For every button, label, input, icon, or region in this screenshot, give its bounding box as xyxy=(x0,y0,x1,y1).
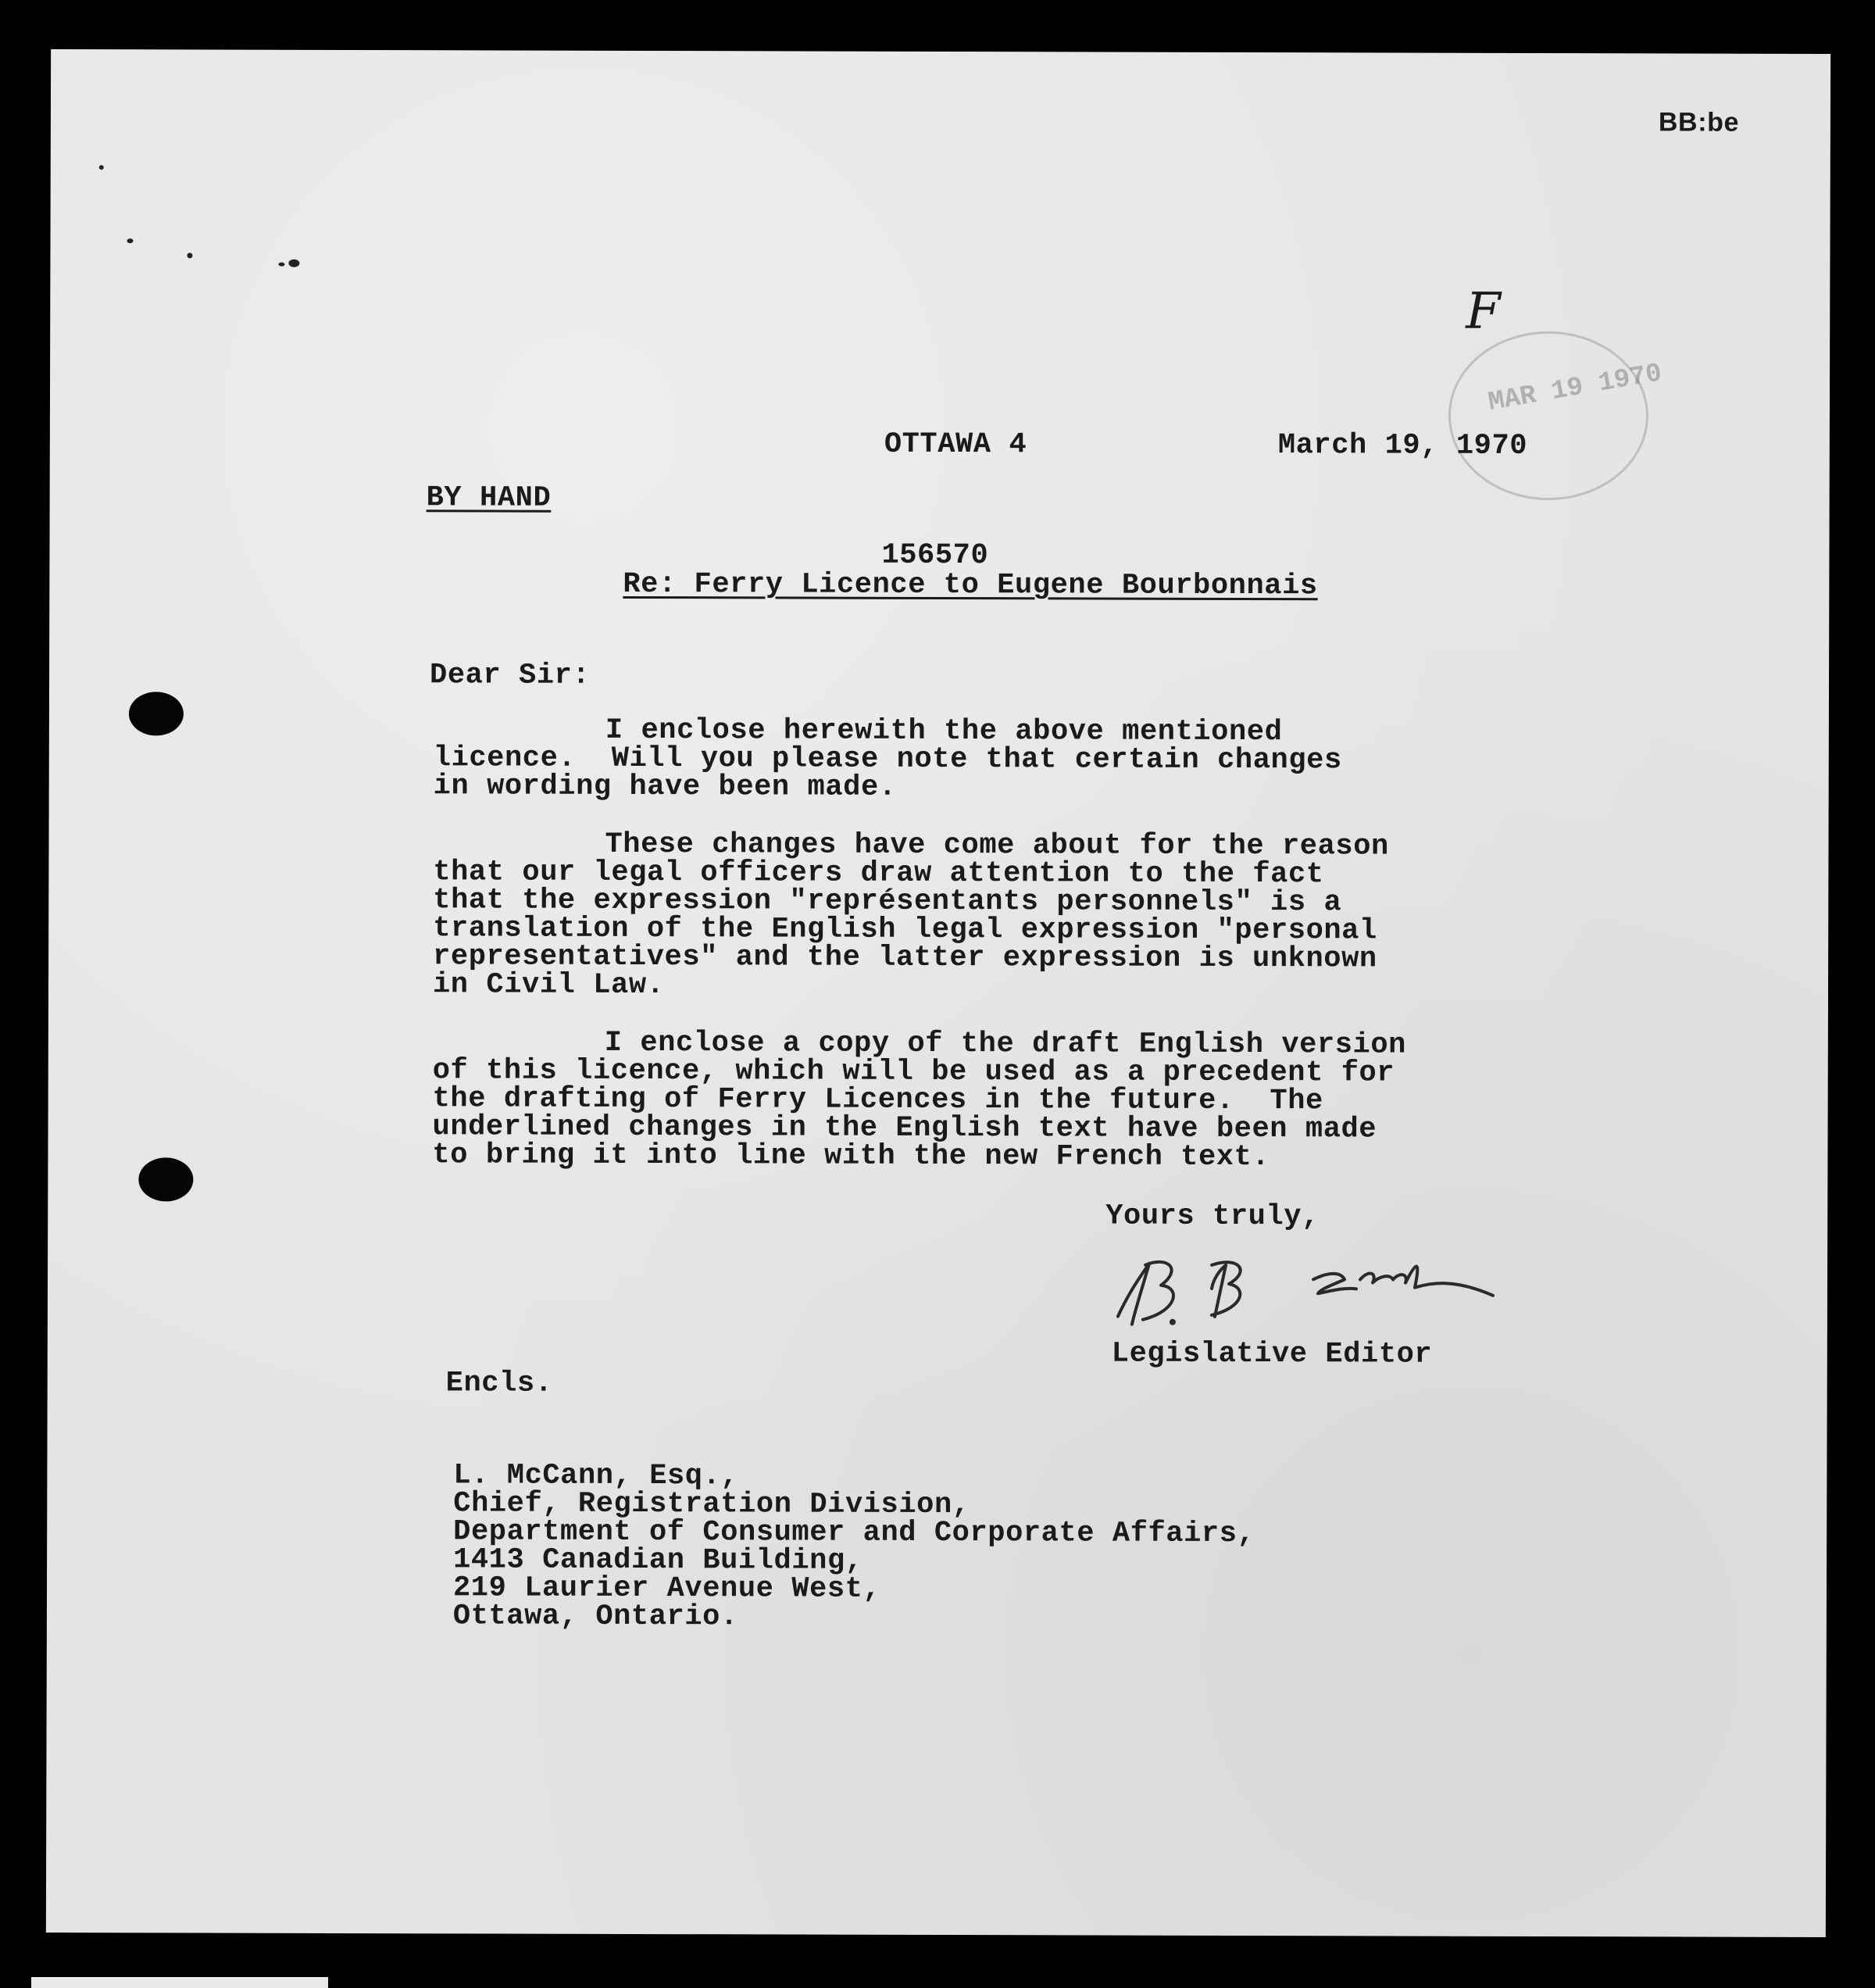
body-line: in wording have been made. xyxy=(433,770,897,804)
body-line: representatives" and the latter expression is unknown xyxy=(433,940,1377,976)
address-line: L. McCann, Esq., xyxy=(453,1459,739,1493)
punch-hole xyxy=(138,1157,193,1201)
file-mark: F xyxy=(1466,282,1502,341)
letter-date: March 19, 1970 xyxy=(1277,429,1528,463)
address-line: Ottawa, Ontario. xyxy=(452,1600,738,1634)
scan-edge-strip xyxy=(31,1977,328,1988)
paper-speck xyxy=(278,263,284,266)
letter-page xyxy=(46,49,1830,1937)
closing: Yours truly, xyxy=(1105,1200,1320,1234)
address-line: 219 Laurier Avenue West, xyxy=(452,1571,881,1606)
body-line: of this licence, which will be used as a precedent for xyxy=(432,1054,1395,1090)
body-line: to bring it into line with the new French text. xyxy=(432,1139,1270,1175)
address-line: Department of Consumer and Corporate Affairs, xyxy=(453,1515,1255,1551)
paper-speck xyxy=(99,165,104,170)
signer-title: Legislative Editor xyxy=(1111,1337,1433,1371)
received-stamp xyxy=(1448,331,1649,501)
punch-hole xyxy=(129,692,184,735)
delivery-method: BY HAND xyxy=(426,481,552,515)
place-line: OTTAWA 4 xyxy=(884,427,1027,462)
body-line: that our legal officers draw attention to the fact xyxy=(433,856,1324,892)
body-line: that the expression "représentants personnels" is a xyxy=(433,884,1342,920)
address-line: 1413 Canadian Building, xyxy=(453,1543,863,1578)
body-line: translation of the English legal expression "personal xyxy=(433,912,1377,948)
body-line: These changes have come about for the reason xyxy=(605,828,1389,863)
paper-speck xyxy=(288,259,299,267)
salutation: Dear Sir: xyxy=(430,659,591,692)
address-line: Chief, Registration Division, xyxy=(453,1487,970,1522)
file-number: 156570 xyxy=(881,538,989,573)
body-line: I enclose a copy of the draft English version xyxy=(604,1026,1407,1062)
body-line: I enclose herewith the above mentioned xyxy=(605,713,1283,749)
body-line: licence. Will you please note that certain changes xyxy=(433,742,1342,778)
body-line: the drafting of Ferry Licences in the future. The xyxy=(432,1082,1323,1118)
subject-line: Re: Ferry Licence to Eugene Bourbonnais xyxy=(623,567,1318,603)
received-stamp-text: MAR 19 1970 xyxy=(1486,359,1665,419)
body-line: underlined changes in the English text have been made xyxy=(432,1110,1377,1146)
signature xyxy=(1087,1232,1524,1342)
paper-speck xyxy=(187,252,192,258)
body-line: in Civil Law. xyxy=(432,968,665,1003)
paper-speck xyxy=(127,238,134,243)
enclosures-note: Encls. xyxy=(445,1367,553,1400)
reference-initials: BB:be xyxy=(1658,107,1740,138)
